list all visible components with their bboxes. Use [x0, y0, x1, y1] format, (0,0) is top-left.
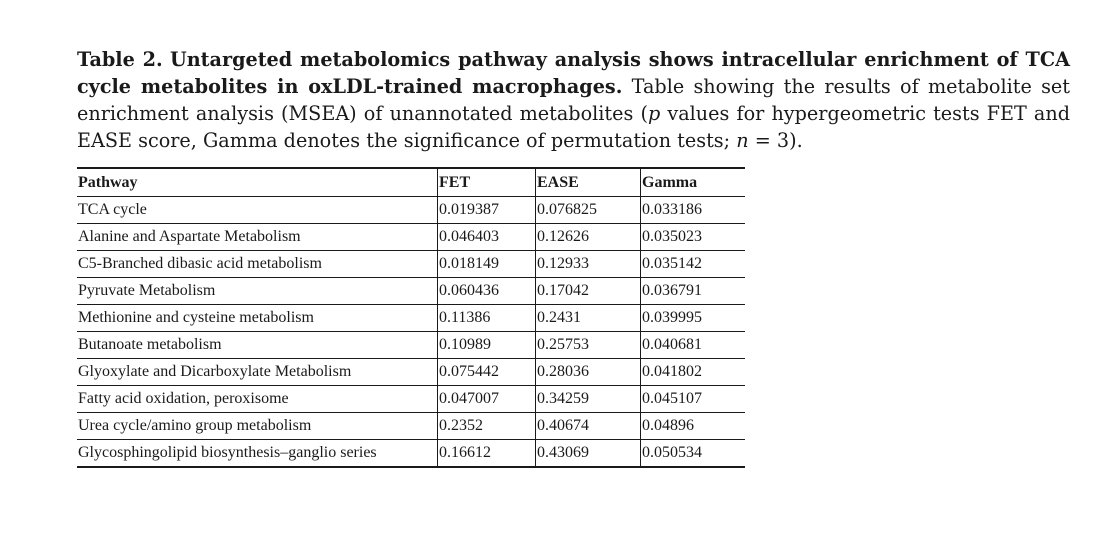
caption-text-1: Table showing the results of metabolite set enrichment analysis (MSEA) of unannotated metabolites (	[77, 75, 1070, 125]
table-header-row	[77, 168, 745, 197]
cell-fet: 0.060436	[438, 278, 536, 305]
pathway-table	[77, 167, 745, 468]
cell-pathway: Glyoxylate and Dicarboxylate Metabolism	[77, 359, 438, 386]
header-gamma: Gamma	[641, 168, 746, 197]
cell-ease: 0.12626	[536, 224, 641, 251]
cell-fet: 0.11386	[438, 305, 536, 332]
cell-fet: 0.075442	[438, 359, 536, 386]
cell-ease: 0.2431	[536, 305, 641, 332]
cell-gamma: 0.035023	[641, 224, 746, 251]
table-row	[77, 386, 745, 413]
caption-label: Table 2.	[77, 48, 163, 71]
cell-ease: 0.25753	[536, 332, 641, 359]
cell-ease: 0.43069	[536, 440, 641, 468]
table-row	[77, 332, 745, 359]
caption-italic-n: n	[736, 129, 749, 152]
cell-gamma: 0.033186	[641, 197, 746, 224]
caption-italic-p: p	[647, 102, 661, 125]
table-row	[77, 440, 745, 468]
cell-ease: 0.34259	[536, 386, 641, 413]
cell-pathway: TCA cycle	[77, 197, 438, 224]
cell-pathway: Pyruvate Metabolism	[77, 278, 438, 305]
cell-pathway: Glycosphingolipid biosynthesis–ganglio series	[77, 440, 438, 468]
table-row	[77, 413, 745, 440]
cell-pathway: Alanine and Aspartate Metabolism	[77, 224, 438, 251]
cell-pathway: C5-Branched dibasic acid metabolism	[77, 251, 438, 278]
caption-title: Untargeted metabolomics pathway analysis shows intracellular enrichment of TCA cycle metabolites in oxLDL-trained macrophages.	[77, 48, 1070, 98]
table-row	[77, 305, 745, 332]
table-row	[77, 197, 745, 224]
cell-gamma: 0.041802	[641, 359, 746, 386]
header-ease: EASE	[536, 168, 641, 197]
cell-fet: 0.2352	[438, 413, 536, 440]
cell-gamma: 0.036791	[641, 278, 746, 305]
cell-gamma: 0.039995	[641, 305, 746, 332]
table-row	[77, 278, 745, 305]
caption-text-3: = 3).	[754, 129, 803, 152]
header-pathway: Pathway	[77, 168, 438, 197]
caption-text-2: values for hypergeometric tests FET and EASE score, Gamma denotes the significance of permutation tests;	[77, 102, 1070, 152]
cell-gamma: 0.040681	[641, 332, 746, 359]
cell-pathway: Butanoate metabolism	[77, 332, 438, 359]
cell-pathway: Urea cycle/amino group metabolism	[77, 413, 438, 440]
header-fet: FET	[438, 168, 536, 197]
cell-fet: 0.046403	[438, 224, 536, 251]
cell-gamma: 0.035142	[641, 251, 746, 278]
table-row	[77, 359, 745, 386]
table-row	[77, 224, 745, 251]
table-row	[77, 251, 745, 278]
cell-ease: 0.12933	[536, 251, 641, 278]
cell-fet: 0.018149	[438, 251, 536, 278]
cell-fet: 0.019387	[438, 197, 536, 224]
cell-fet: 0.16612	[438, 440, 536, 468]
cell-gamma: 0.045107	[641, 386, 746, 413]
cell-ease: 0.28036	[536, 359, 641, 386]
cell-fet: 0.047007	[438, 386, 536, 413]
cell-gamma: 0.050534	[641, 440, 746, 468]
cell-pathway: Fatty acid oxidation, peroxisome	[77, 386, 438, 413]
cell-ease: 0.076825	[536, 197, 641, 224]
cell-fet: 0.10989	[438, 332, 536, 359]
cell-ease: 0.17042	[536, 278, 641, 305]
cell-ease: 0.40674	[536, 413, 641, 440]
cell-gamma: 0.04896	[641, 413, 746, 440]
table-caption	[77, 46, 1070, 154]
cell-pathway: Methionine and cysteine metabolism	[77, 305, 438, 332]
